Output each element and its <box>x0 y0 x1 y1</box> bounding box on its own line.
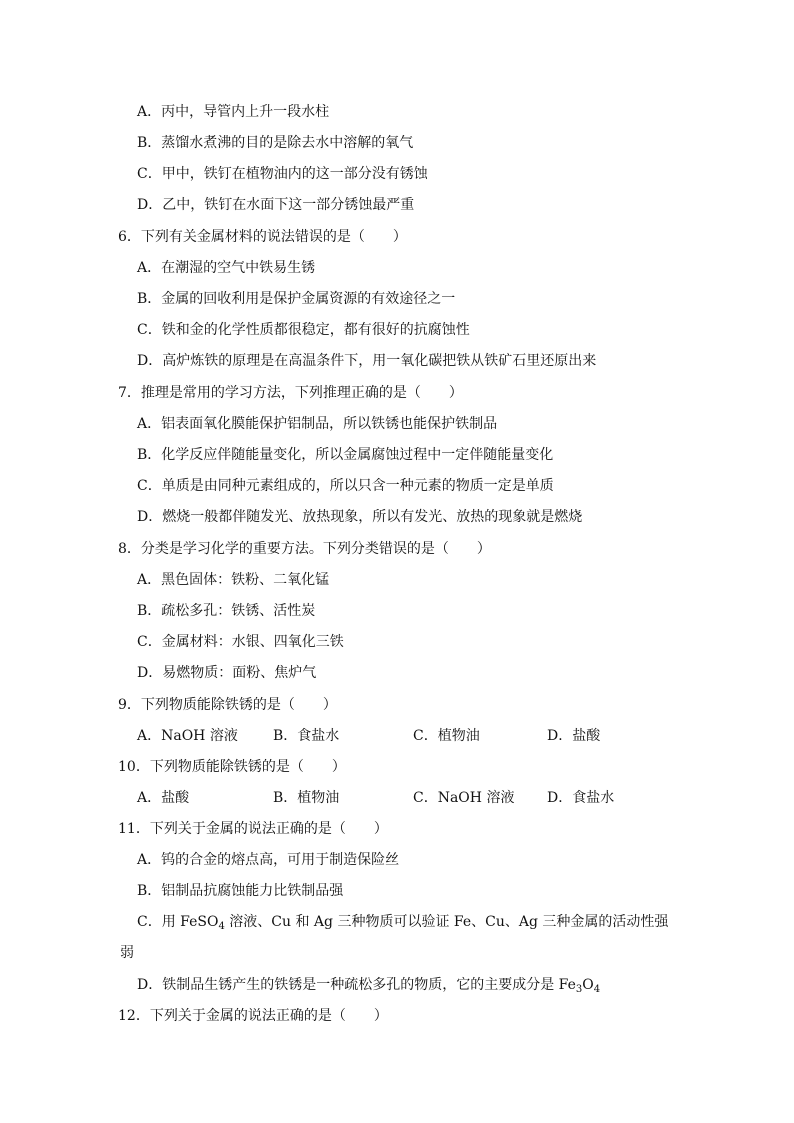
question-11-option-c-continuation: 弱 <box>120 945 134 961</box>
question-11-option-b: B．铝制品抗腐蚀能力比铁制品强 <box>137 883 344 899</box>
question-9-stem: 9．下列物质能除铁锈的是（ ） <box>118 697 337 713</box>
question-8-stem: 8．分类是学习化学的重要方法。下列分类错误的是（ ） <box>118 541 491 557</box>
option-c-text-start: C．用 FeSO <box>137 914 219 930</box>
question-10-option-a: A．盐酸 <box>137 790 190 806</box>
question-12-stem: 12．下列关于金属的说法正确的是（ ） <box>118 1008 388 1024</box>
question-6-option-d: D．高炉炼铁的原理是在高温条件下，用一氧化碳把铁从铁矿石里还原出来 <box>137 353 597 369</box>
question-10-option-d: D．食盐水 <box>547 790 615 806</box>
question-9-option-d: D．盐酸 <box>547 728 601 744</box>
prev-option-c: C．甲中，铁钉在植物油内的这一部分没有锈蚀 <box>137 166 428 182</box>
question-6-option-a: A．在潮湿的空气中铁易生锈 <box>137 260 316 276</box>
question-10-option-b: B．植物油 <box>273 790 340 806</box>
question-9-option-a: A．NaOH 溶液 <box>137 728 238 744</box>
question-10-option-c: C．NaOH 溶液 <box>413 790 515 806</box>
question-7-stem: 7．推理是常用的学习方法，下列推理正确的是（ ） <box>118 385 463 401</box>
subscript: 3 <box>575 984 583 995</box>
prev-option-d: D．乙中，铁钉在水面下这一部分锈蚀最严重 <box>137 197 415 213</box>
question-6-option-b: B．金属的回收利用是保护金属资源的有效途径之一 <box>137 291 456 307</box>
question-8-option-d: D．易燃物质：面粉、焦炉气 <box>137 665 317 681</box>
question-9-options-row <box>0 726 794 746</box>
question-6-option-c: C．铁和金的化学性质都很稳定，都有很好的抗腐蚀性 <box>137 322 470 338</box>
prev-option-a: A．丙中，导管内上升一段水柱 <box>137 104 330 120</box>
prev-option-b: B．蒸馏水煮沸的目的是除去水中溶解的氧气 <box>137 135 414 151</box>
question-7-option-b: B．化学反应伴随能量变化，所以金属腐蚀过程中一定伴随能量变化 <box>137 447 554 463</box>
subscript: 4 <box>218 921 225 932</box>
question-8-option-b: B．疏松多孔：铁锈、活性炭 <box>137 603 316 619</box>
option-d-text-start: D．铁制品生锈产生的铁锈是一种疏松多孔的物质，它的主要成分是 Fe <box>137 977 576 993</box>
subscript: 4 <box>593 984 601 995</box>
question-10-stem: 10．下列物质能除铁锈的是（ ） <box>118 759 346 775</box>
option-c-text-end: 溶液、Cu 和 Ag 三种物质可以验证 Fe、Cu、Ag 三种金属的活动性强 <box>224 914 669 930</box>
question-8-option-c: C．金属材料：水银、四氧化三铁 <box>137 634 344 650</box>
question-9-option-b: B．食盐水 <box>273 728 340 744</box>
question-7-option-a: A．铝表面氧化膜能保护铝制品，所以铁锈也能保护铁制品 <box>137 416 498 432</box>
question-7-option-d: D．燃烧一般都伴随发光、放热现象，所以有发光、放热的现象就是燃烧 <box>137 509 583 525</box>
question-11-stem: 11．下列关于金属的说法正确的是（ ） <box>118 821 388 837</box>
question-11-option-d <box>137 975 600 995</box>
question-6-stem: 6．下列有关金属材料的说法错误的是（ ） <box>118 229 407 245</box>
formula-oxygen: O <box>582 977 594 993</box>
question-7-option-c: C．单质是由同种元素组成的，所以只含一种元素的物质一定是单质 <box>137 478 554 494</box>
question-11-option-a: A．钨的合金的熔点高，可用于制造保险丝 <box>137 852 400 868</box>
question-11-option-c <box>137 912 668 932</box>
question-10-options-row <box>0 788 794 808</box>
question-9-option-c: C．植物油 <box>413 728 480 744</box>
question-8-option-a: A．黑色固体：铁粉、二氧化锰 <box>137 572 330 588</box>
